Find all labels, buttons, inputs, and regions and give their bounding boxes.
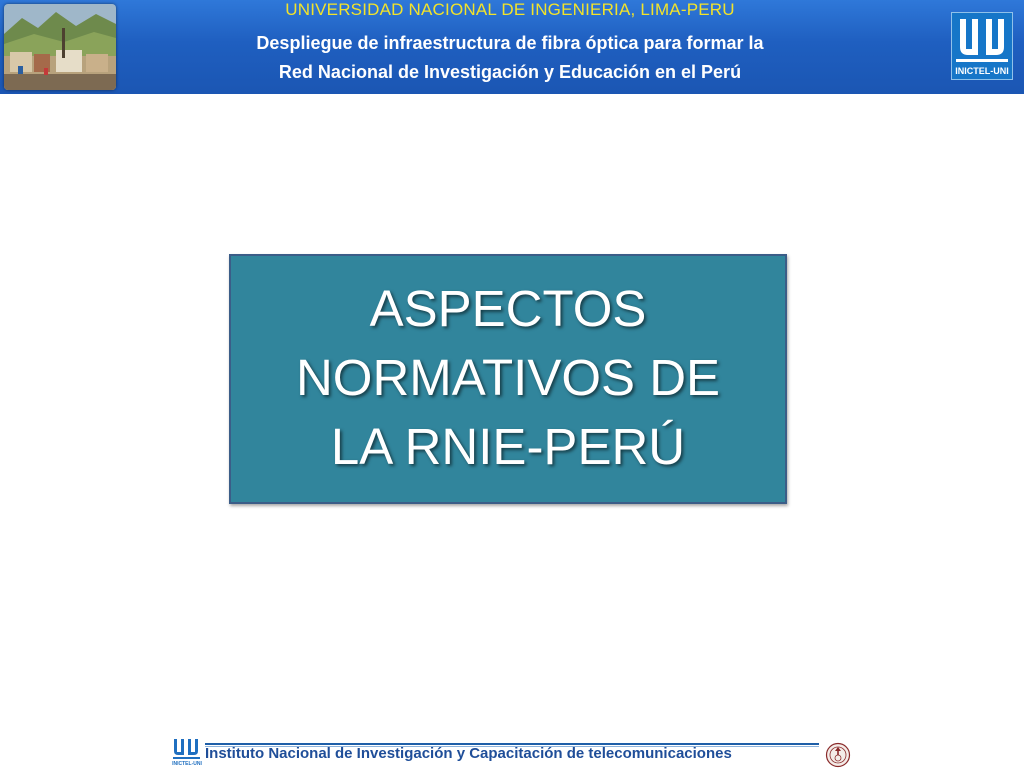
project-title-line-2: Red Nacional de Investigación y Educación en el Perú [278, 62, 742, 82]
project-title-line-1: Despliegue de infraestructura de fibra óptica para formar la [256, 33, 764, 53]
section-title [231, 274, 785, 481]
footer-inictel-logo [172, 737, 202, 766]
inictel-uni-logo [951, 12, 1013, 80]
header-band [0, 0, 1024, 94]
section-title-line-2: NORMATIVOS DE [295, 349, 721, 406]
university-name: UNIVERSIDAD NACIONAL DE INGENIERIA, LIMA-PERU [285, 0, 735, 19]
section-title-line-1: ASPECTOS [369, 280, 647, 337]
town-photo [4, 4, 116, 90]
footer-institute-name: Instituto Nacional de Investigación y Capacitación de telecomunicaciones [205, 745, 732, 762]
section-title-line-3: LA RNIE-PERÚ [330, 418, 686, 475]
header-logo-text: INICTEL-UNI [955, 66, 1009, 76]
uni-seal-icon [825, 741, 851, 768]
section-title-box [229, 254, 787, 504]
footer-logo-text: INICTEL-UNI [172, 761, 202, 766]
